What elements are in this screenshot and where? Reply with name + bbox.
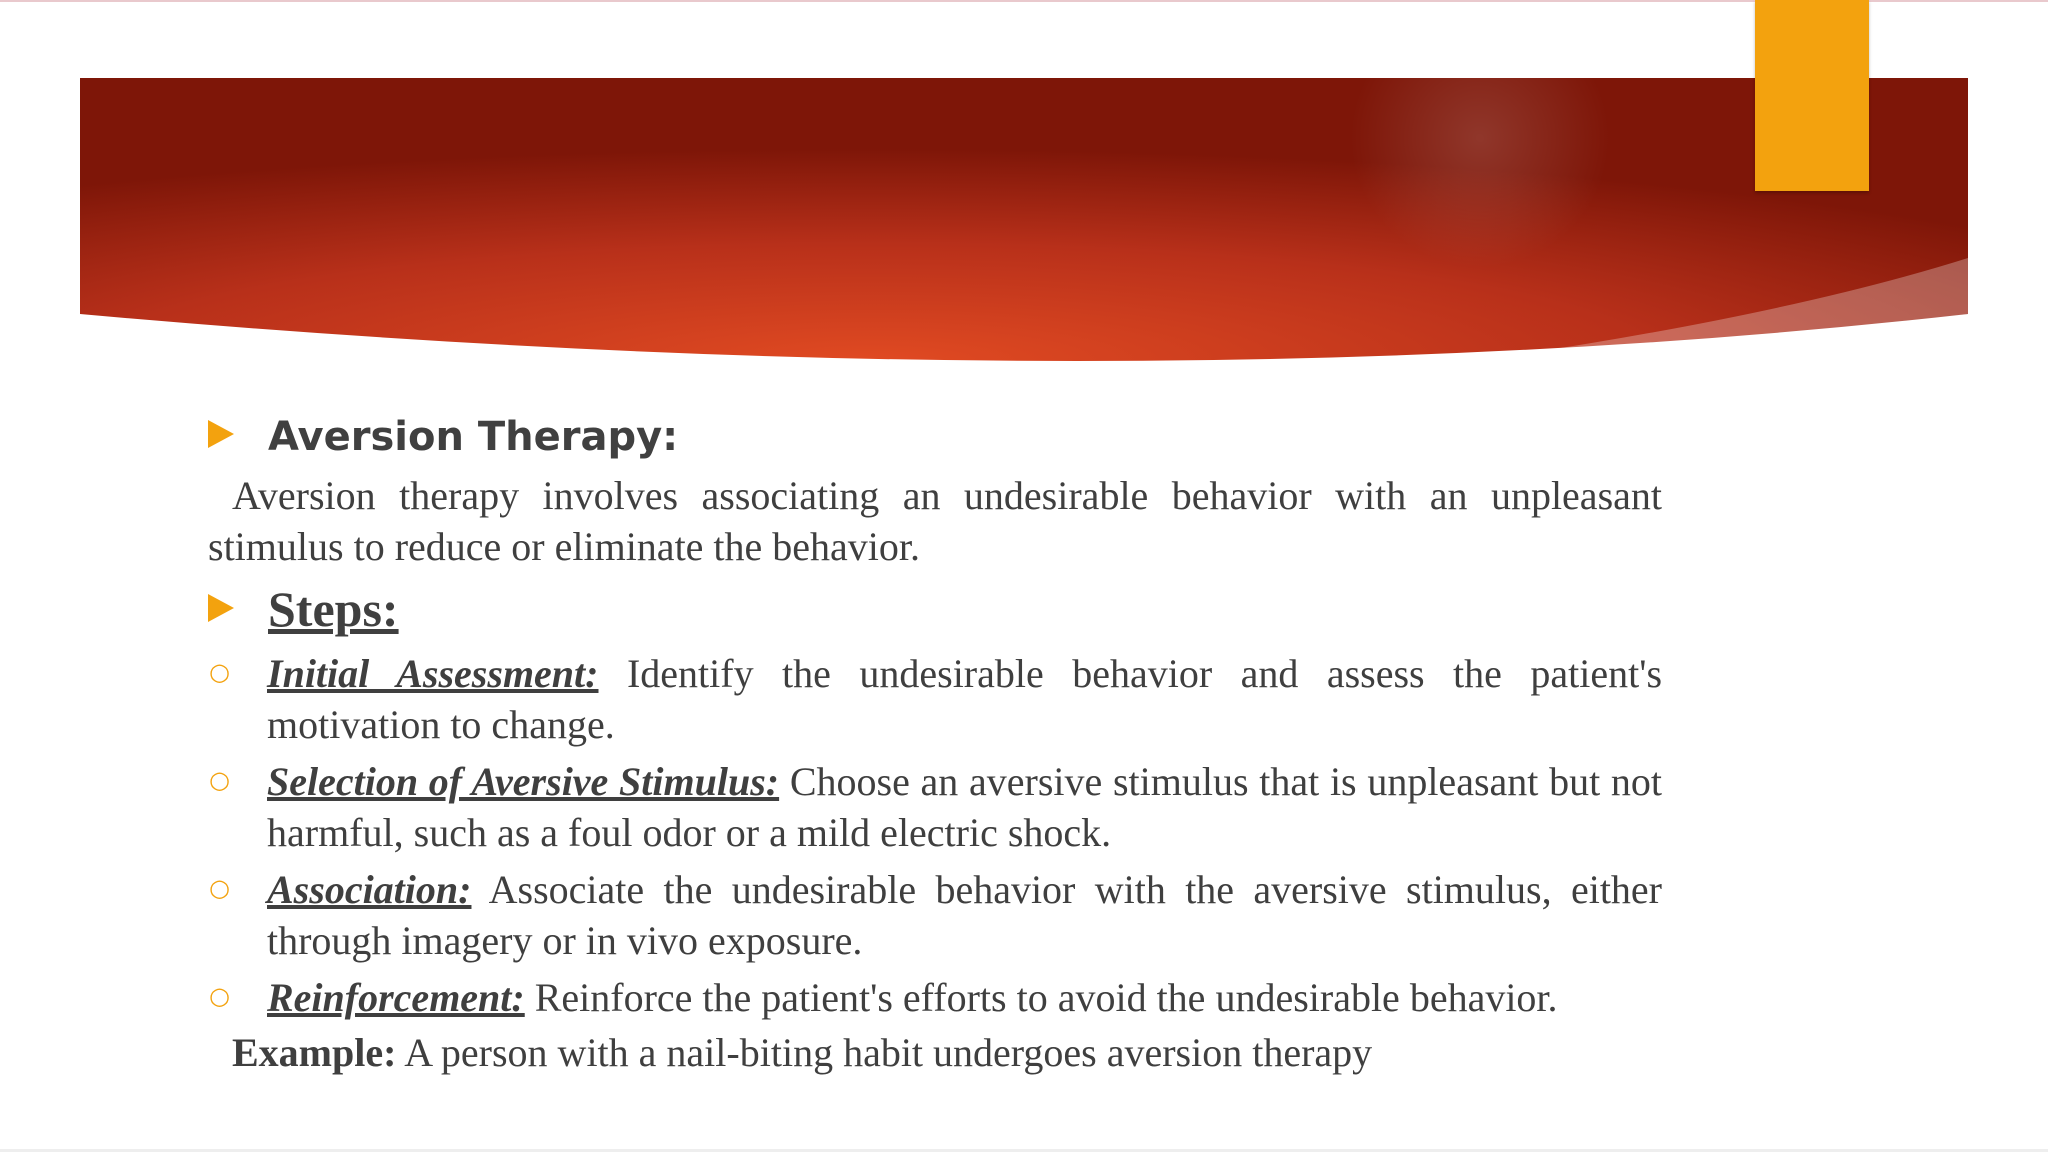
example-label: Example: bbox=[232, 1030, 397, 1075]
step-title: Selection of Aversive Stimulus: bbox=[267, 759, 780, 804]
step-item bbox=[208, 756, 1662, 858]
steps-heading-row bbox=[208, 580, 1662, 642]
circle-bullet-icon: ○ bbox=[209, 766, 230, 794]
circle-bullet-icon: ○ bbox=[209, 658, 230, 686]
intro-paragraph: Aversion therapy involves associating an undesirable behavior with an unpleasant stimulus to reduce or eliminate the behavior. bbox=[208, 473, 1662, 569]
section-heading-row bbox=[208, 408, 1662, 470]
accent-tab bbox=[1755, 0, 1869, 191]
step-text: Choose an aversive stimulus that is unpleasant but not harmful, such as a foul odor or a mild electric shock. bbox=[267, 759, 1663, 855]
arrow-bullet-icon bbox=[208, 594, 234, 622]
step-item bbox=[208, 648, 1662, 750]
arrow-bullet-icon bbox=[208, 420, 234, 448]
top-border-line bbox=[0, 0, 2048, 2]
step-text: Reinforce the patient's efforts to avoid the undesirable behavior. bbox=[534, 975, 1558, 1020]
circle-bullet-icon: ○ bbox=[209, 874, 230, 902]
step-title: Association: bbox=[267, 867, 472, 912]
step-text: Associate the undesirable behavior with the aversive stimulus, either through imagery or in vivo exposure. bbox=[267, 867, 1663, 963]
step-title: Reinforcement: bbox=[267, 975, 525, 1020]
banner-shape bbox=[80, 78, 1968, 361]
slide-content bbox=[208, 408, 1662, 1078]
steps-heading: Steps: bbox=[268, 581, 399, 637]
example-text: A person with a nail-biting habit undergoes aversion therapy bbox=[404, 1030, 1373, 1075]
step-text: Identify the undesirable behavior and assess the patient's motivation to change. bbox=[267, 651, 1663, 747]
example-line bbox=[208, 1027, 1662, 1078]
circle-bullet-icon: ○ bbox=[209, 982, 230, 1010]
step-item bbox=[208, 972, 1662, 1023]
step-title: Initial Assessment: bbox=[267, 651, 599, 696]
step-item bbox=[208, 864, 1662, 966]
title-banner bbox=[80, 78, 1968, 384]
section-title: Aversion Therapy: bbox=[268, 414, 679, 460]
